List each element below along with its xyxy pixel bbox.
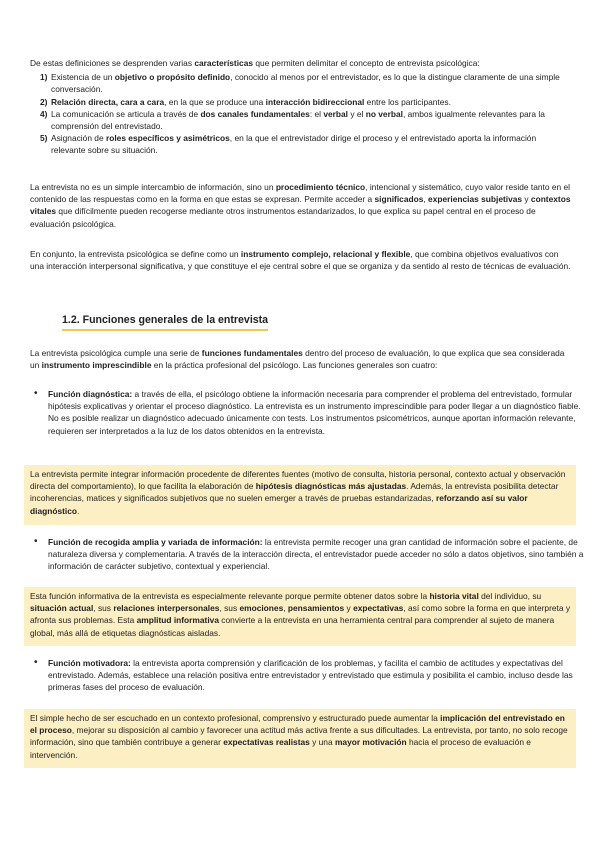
text-bold: instrumento complejo, relacional y flexible	[240, 249, 411, 259]
text: que difícilmente pueden recogerse mediante otros instrumentos estandarizados, lo que explica su papel central en el proceso de evaluación psicológica.	[30, 206, 536, 229]
paragraph-functions-intro	[30, 347, 572, 371]
text: la entrevista aporta comprensión y clarificación de los problemas, y facilita el cambio de actitudes y expectativas del entrevistado. Además, establece una relación positiva entre entrevistador y entrevistado que estimula y posibilita el cambio, incluso desde las primeras fases del proceso de evaluación.	[48, 658, 573, 693]
text-bold: roles específicos y asimétricos	[105, 133, 230, 144]
text: , así como sobre la forma en que interpreta y afronta sus problemas. Esta	[30, 603, 571, 626]
text: y una	[309, 737, 335, 748]
list-number: 1)	[40, 72, 48, 83]
text-bold: historia vital	[429, 591, 479, 601]
text: , intencional y sistemático, cuyo valor reside tanto en el contenido de las respuestas como en la forma en que estas se expresan. Permite acceder a	[30, 182, 570, 205]
text-bold: expectativas	[353, 603, 404, 614]
text: hacia el proceso de evaluación e intervención.	[30, 737, 531, 760]
text: y	[522, 194, 531, 205]
text-bold: relaciones interpersonales	[113, 603, 220, 614]
text-bold: hipótesis diagnósticas más ajustadas	[255, 481, 407, 492]
text-bold: amplitud informativa	[136, 615, 219, 626]
text: en la práctica profesional del psicólogo. Las funciones generales son cuatro:	[151, 360, 438, 371]
text: del individuo, su	[478, 591, 542, 601]
paragraph-summary	[30, 248, 572, 272]
text-bold: experiencias subjetivas	[428, 194, 523, 205]
list-item	[30, 132, 572, 156]
text: y	[344, 603, 354, 614]
text-bold: objetivo o propósito definido	[114, 72, 231, 83]
text-bold: instrumento imprescindible	[41, 360, 152, 371]
text-bold: reforzando así su valor diagnóstico	[30, 493, 528, 516]
text-bold: emociones	[239, 603, 284, 614]
text-bold: características	[194, 58, 254, 68]
text: El simple hecho de ser escuchado en un contexto profesional, comprensivo y estructurado puede aumentar la	[30, 713, 441, 723]
text-bold: contextos vitales	[30, 194, 571, 217]
text-bold: Función diagnóstica:	[48, 389, 133, 399]
text-bold: Función motivadora:	[48, 658, 131, 668]
text-bold: funciones fundamentales	[201, 348, 303, 358]
text-bold: interacción bidireccional	[265, 96, 365, 107]
text-bold: no verbal	[365, 108, 403, 119]
text: La comunicación se articula a través de	[51, 108, 201, 119]
text-bold: significados	[374, 194, 424, 205]
text: convierte a la entrevista en una herramienta central para comprender al sujeto de manera global, más allá de etiquetas diagnósticas aisladas.	[30, 615, 555, 638]
text-bold: Función de recogida amplia y variada de información:	[48, 537, 263, 547]
text: entre los participantes.	[364, 96, 451, 107]
text: Esta función informativa de la entrevista es especialmente relevante porque permite obtener datos sobre la	[30, 591, 430, 601]
bullet-dot-icon: •	[34, 536, 38, 547]
list-item	[30, 108, 572, 132]
bullet-dot-icon: •	[34, 388, 38, 399]
text: En conjunto, la entrevista psicológica se define como un	[30, 249, 241, 259]
text-bold: procedimiento técnico	[275, 182, 366, 192]
list-number: 4)	[40, 108, 48, 119]
text: De estas definiciones se desprenden varias	[30, 58, 195, 68]
list-number: 5)	[40, 133, 48, 144]
text: , que combina objetivos evaluativos con una interacción interpersonal significativa, y que constituye el eje central sobre el que se organiza y da sentido al resto de técnicas de evaluación.	[30, 249, 571, 272]
text: .	[77, 505, 80, 516]
text: ,	[423, 194, 429, 205]
text-bold: expectativas realistas	[223, 737, 310, 748]
intro-lead	[30, 57, 572, 69]
highlight-box-motivation	[24, 709, 576, 768]
text: . Además, la entrevista posibilita detectar incoherencias, matices y significados subjetivos que no suelen emerger a través de pruebas estandarizadas,	[30, 481, 559, 504]
text: la entrevista permite recoger una gran cantidad de información sobre el paciente, de naturaleza diversa y complementaria. A través de la interacción directa, el entrevistador puede acceder no sólo a datos objetivos, sino también a información de carácter subjetivo, contextual y experiencial.	[48, 537, 584, 572]
text-bold: Relación directa, cara a cara	[51, 96, 165, 107]
highlight-box-diagnostic	[24, 465, 576, 525]
text: ,	[283, 603, 288, 614]
text: , en la que se produce una	[164, 96, 266, 107]
text: La entrevista no es un simple intercambio de información, sino un	[30, 182, 276, 192]
section-heading: 1.2. Funciones generales de la entrevista	[62, 313, 268, 331]
text: : el	[309, 108, 324, 119]
text: , en la que el entrevistador dirige el proceso y el entrevistado aporta la información relevante sobre su situación.	[51, 133, 537, 156]
text: Existencia de un	[51, 72, 115, 83]
paragraph-technical-procedure	[30, 181, 572, 230]
list-item	[30, 96, 572, 108]
text-bold: dos canales fundamentales	[200, 108, 310, 119]
text: a través de ella, el psicólogo obtiene la información necesaria para comprender el problema del entrevistado, formular hipótesis explicativas y orientar el proceso diagnóstico. La entrevista es un instrumento imprescindible para poder llegar a un diagnóstico fiable. No es posible realizar un diagnóstico adecuado únicamente con tests. Los instrumentos psicométricos, aunque aportan información relevante, requieren ser interpretados a la luz de los datos obtenidos en la entrevista.	[48, 389, 581, 436]
text: , mejorar su disposición al cambio y favorecer una actitud más activa frente a sus dificultades. La entrevista, por tanto, no solo recoge información, sino que también contribuye a generar	[30, 725, 568, 748]
bullet-information-function	[34, 536, 584, 573]
text: dentro del proceso de evaluación, lo que explica que sea considerada un	[30, 348, 565, 371]
bullet-dot-icon: •	[34, 657, 38, 668]
text: y el	[348, 108, 366, 119]
intro-section	[30, 57, 572, 157]
text: , sus	[93, 603, 114, 614]
characteristics-list	[30, 71, 572, 156]
list-item	[30, 71, 572, 95]
bullet-diagnostic-function	[34, 388, 584, 437]
bullet-motivating-function	[34, 657, 584, 694]
text: que permiten delimitar el concepto de entrevista psicológica:	[253, 58, 480, 68]
text: La entrevista permite integrar información procedente de diferentes fuentes (motivo de consulta, historia personal, contexto actual y observación directa del comportamiento), lo que facilita la elaboración de	[30, 469, 566, 492]
text: , ambos igualmente relevantes para la comprensión del entrevistado.	[51, 108, 545, 132]
text-bold: implicación del entrevistado en el proceso	[30, 713, 565, 736]
text-bold: situación actual	[30, 603, 94, 614]
highlight-box-information	[24, 587, 576, 646]
text: La entrevista psicológica cumple una serie de	[30, 348, 202, 358]
text: , conocido al menos por el entrevistador, es lo que la distingue claramente de una simple conversación.	[51, 72, 560, 95]
text-bold: pensamientos	[287, 603, 345, 614]
list-number: 2)	[40, 96, 48, 107]
text: , sus	[219, 603, 240, 614]
text-bold: mayor motivación	[334, 737, 407, 748]
text: Asignación de	[51, 133, 106, 144]
text-bold: verbal	[323, 108, 349, 119]
